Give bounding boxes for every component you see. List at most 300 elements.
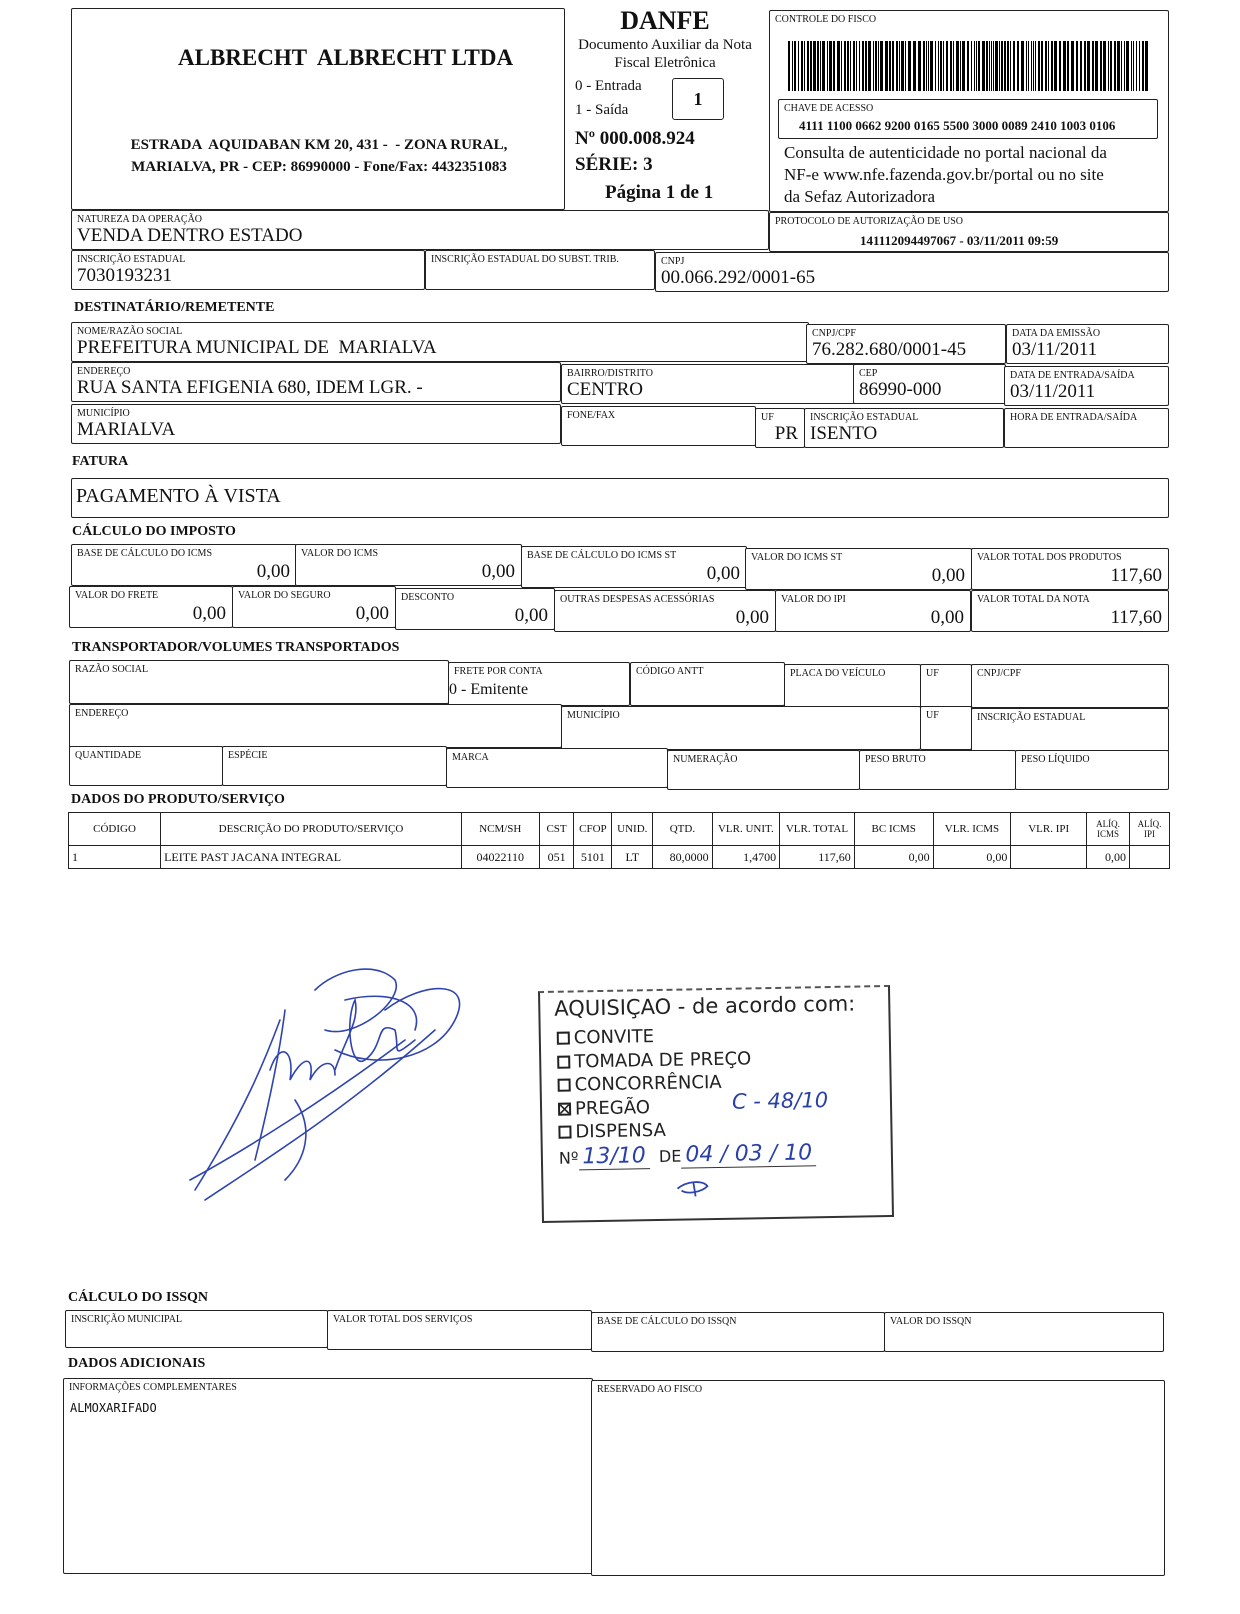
barcode-bar [982, 41, 985, 91]
danfe-saida: 1 - Saída [575, 102, 629, 118]
ie-st-label: INSCRIÇÃO ESTADUAL DO SUBST. TRIB. [431, 254, 619, 265]
barcode-bar [986, 41, 988, 91]
emitter-address-line1: ESTRADA AQUIDABAN KM 20, 431 - - ZONA RURAL, [130, 137, 508, 153]
barcode-bar [801, 41, 803, 91]
cnpj-box [655, 252, 1169, 292]
danfe-title: DANFE [620, 6, 710, 35]
stamp-number-line [559, 1140, 817, 1169]
barcode-bar [1038, 41, 1040, 91]
produtos-header-row [69, 813, 1170, 846]
barcode-bar [1048, 41, 1049, 91]
info-complementares-value: ALMOXARIFADO [70, 1401, 157, 1415]
consulta-line1: Consulta de autenticidade no portal nacional da [784, 143, 1107, 162]
fatura-box [71, 478, 1169, 518]
cnpj-label: CNPJ [661, 256, 685, 267]
ipi-value: 0,00 [930, 607, 964, 628]
barcode-bar [1126, 41, 1129, 91]
barcode-bar [1117, 41, 1120, 91]
barcode-bar [899, 41, 900, 91]
stamp-option-label: CONVITE [573, 1026, 655, 1049]
barcode-bar [878, 41, 879, 91]
barcode-bar [967, 41, 969, 91]
produto-cell [1011, 846, 1087, 869]
barcode-bar [1013, 41, 1015, 91]
desconto-value: 0,00 [514, 605, 548, 626]
barcode-bar [868, 41, 871, 91]
icms-label: VALOR DO ICMS [301, 548, 379, 559]
bc-icms-st-box [521, 546, 747, 588]
stamp-option-label: TOMADA DE PREÇO [574, 1047, 752, 1072]
stamp-option [557, 1070, 751, 1097]
info-complementares-box [63, 1378, 593, 1574]
barcode-bar [792, 41, 793, 91]
transporte-section-title: TRANSPORTADOR/VOLUMES TRANSPORTADOS [72, 640, 400, 655]
adicionais-section-title: DADOS ADICIONAIS [68, 1356, 206, 1371]
dest-cnpj-label: CNPJ/CPF [812, 328, 856, 339]
natureza-value: VENDA DENTRO ESTADO [77, 225, 303, 246]
dest-cnpj-value: 76.282.680/0001-45 [812, 339, 967, 360]
barcode-bar [837, 41, 840, 91]
produtos-header-cell: CST [539, 813, 574, 846]
barcode-bar [962, 41, 965, 91]
barcode-bar [853, 41, 855, 91]
transp-placa-label: PLACA DO VEÍCULO [790, 668, 886, 679]
barcode-bar [991, 41, 992, 91]
transp-municipio-label: MUNICÍPIO [567, 710, 620, 721]
transp-ie-box [971, 708, 1169, 752]
desconto-box [395, 588, 555, 630]
barcode-bar [956, 41, 959, 91]
produto-row [69, 846, 1170, 869]
barcode-bar [1103, 41, 1106, 91]
stamp-data: 04 / 03 / 10 [681, 1140, 816, 1168]
barcode-bar [950, 41, 952, 91]
stamp-annotation: C - 48/10 [731, 1088, 829, 1114]
barcode-bar [1051, 41, 1053, 91]
stamp-option [557, 1047, 751, 1074]
barcode-bar [1035, 41, 1036, 91]
produto-cell: 0,00 [854, 846, 933, 869]
transp-antt-box [630, 662, 785, 706]
ipi-box [775, 590, 971, 632]
barcode-bar [844, 41, 846, 91]
produtos-header-cell: VLR. UNIT. [712, 813, 780, 846]
stamp-option-label: CONCORRÊNCIA [574, 1071, 722, 1096]
barcode-bar [1092, 41, 1094, 91]
danfe-entrada: 0 - Entrada [575, 78, 642, 94]
dest-entrada-box [1004, 366, 1169, 406]
icms-st-box [745, 548, 972, 590]
bc-icms-st-label: BASE DE CÁLCULO DO ICMS ST [527, 550, 677, 561]
produto-cell: 5101 [574, 846, 612, 869]
fatura-value: PAGAMENTO À VISTA [76, 485, 281, 507]
barcode-bar [1133, 41, 1134, 91]
seguro-label: VALOR DO SEGURO [238, 590, 331, 601]
barcode-bar [810, 41, 812, 91]
barcode-bar [1028, 41, 1029, 91]
barcode-bar [995, 41, 998, 91]
checkbox-icon [558, 1079, 571, 1092]
barcode-bar [928, 41, 929, 91]
produto-cell: 051 [539, 846, 574, 869]
stamp-initial-mark [673, 1176, 713, 1201]
emitter-name: ALBRECHT ALBRECHT LTDA [178, 45, 514, 70]
dest-hora-label: HORA DE ENTRADA/SAÍDA [1010, 412, 1138, 423]
barcode-bar [804, 41, 805, 91]
transp-numeracao-label: NUMERAÇÃO [673, 754, 738, 765]
produto-cell: 0,00 [933, 846, 1011, 869]
imposto-section-title: CÁLCULO DO IMPOSTO [72, 524, 236, 539]
barcode-bar [820, 41, 821, 91]
produtos-header-cell: VLR. TOTAL [780, 813, 855, 846]
dest-bairro-value: CENTRO [567, 379, 643, 400]
barcode-bar [1071, 41, 1074, 91]
barcode-bar [1145, 41, 1148, 91]
transp-endereco-label: ENDEREÇO [75, 708, 129, 719]
barcode-bar [1041, 41, 1043, 91]
info-complementares-label: INFORMAÇÕES COMPLEMENTARES [69, 1382, 237, 1393]
transp-especie-label: ESPÉCIE [228, 750, 268, 761]
issqn-section-title: CÁLCULO DO ISSQN [68, 1290, 209, 1305]
barcode-bar [859, 41, 860, 91]
barcode-bar [989, 41, 990, 91]
ipi-label: VALOR DO IPI [781, 594, 846, 605]
barcode-bar [1059, 41, 1061, 91]
barcode-bar [875, 41, 877, 91]
dest-bairro-label: BAIRRO/DISTRITO [567, 368, 653, 379]
frete-value: 0,00 [192, 603, 226, 624]
bc-icms-st-value: 0,00 [706, 563, 740, 584]
barcode [788, 41, 1150, 91]
icms-value: 0,00 [481, 561, 515, 582]
barcode-bar [974, 41, 975, 91]
protocolo-label: PROTOCOLO DE AUTORIZAÇÃO DE USO [775, 216, 963, 227]
barcode-bar [807, 41, 809, 91]
outras-despesas-label: OUTRAS DESPESAS ACESSÓRIAS [560, 594, 715, 605]
produto-cell: LT [612, 846, 653, 869]
barcode-bar [1080, 41, 1082, 91]
barcode-bar [865, 41, 867, 91]
seguro-value: 0,00 [355, 603, 389, 624]
emitter-box [71, 8, 565, 210]
dest-cep-label: CEP [859, 368, 878, 379]
issqn-bc-label: BASE DE CÁLCULO DO ISSQN [597, 1316, 737, 1327]
aquisicao-stamp [538, 985, 894, 1223]
dest-municipio-box [71, 404, 561, 444]
dest-endereco-value: RUA SANTA EFIGENIA 680, IDEM LGR. - [77, 377, 423, 398]
produto-cell: 80,0000 [653, 846, 712, 869]
danfe-tipo-box: 1 [672, 78, 724, 120]
transp-marca-label: MARCA [452, 752, 489, 763]
barcode-bar [833, 41, 835, 91]
transp-razao-label: RAZÃO SOCIAL [75, 664, 149, 675]
total-nota-value: 117,60 [1110, 607, 1162, 628]
total-produtos-box [971, 548, 1169, 590]
transp-uf-box [920, 664, 972, 708]
barcode-bar [999, 41, 1000, 91]
barcode-bar [905, 41, 906, 91]
transp-cnpj-label: CNPJ/CPF [977, 668, 1021, 679]
barcode-bar [978, 41, 980, 91]
dest-emissao-value: 03/11/2011 [1012, 339, 1098, 360]
frete-label: VALOR DO FRETE [75, 590, 159, 601]
protocolo-value: 141112094497067 - 03/11/2011 09:59 [860, 233, 1059, 248]
consulta-line2: NF-e www.nfe.fazenda.gov.br/portal ou no site [784, 165, 1104, 184]
produtos-table [68, 812, 1170, 869]
icms-st-label: VALOR DO ICMS ST [751, 552, 843, 563]
barcode-bar [813, 41, 816, 91]
barcode-bar [1136, 41, 1137, 91]
total-produtos-value: 117,60 [1110, 565, 1162, 586]
barcode-bar [822, 41, 825, 91]
produtos-header-cell: QTD. [653, 813, 712, 846]
dest-bairro-box [561, 364, 856, 404]
fatura-section-title: FATURA [72, 454, 129, 469]
dest-ie-label: INSCRIÇÃO ESTADUAL [810, 412, 919, 423]
transp-endereco-box [69, 704, 562, 748]
danfe-subtitle-1: Documento Auxiliar da Nota [578, 37, 752, 53]
natureza-box [71, 210, 769, 250]
danfe-block [565, 6, 765, 210]
transp-frete-box [448, 662, 630, 706]
dest-entrada-value: 03/11/2011 [1010, 381, 1096, 402]
dest-endereco-label: ENDEREÇO [77, 366, 131, 377]
transp-liquido-box [1015, 750, 1169, 790]
stamp-options [557, 1023, 753, 1144]
produtos-header-cell: NCM/SH [461, 813, 539, 846]
barcode-bar [1045, 41, 1047, 91]
barcode-bar [971, 41, 972, 91]
controle-fisco-label: CONTROLE DO FISCO [775, 14, 877, 25]
transp-especie-box [222, 746, 447, 786]
barcode-bar [976, 41, 977, 91]
icms-st-value: 0,00 [931, 565, 965, 586]
transp-antt-label: CÓDIGO ANTT [636, 666, 704, 677]
transp-razao-box [69, 660, 449, 704]
bc-icms-label: BASE DE CÁLCULO DO ICMS [77, 548, 213, 559]
issqn-valor-box [884, 1312, 1164, 1352]
transp-qtd-label: QUANTIDADE [75, 750, 142, 761]
produtos-header-cell: VLR. IPI [1011, 813, 1087, 846]
barcode-bar [1001, 41, 1003, 91]
stamp-numero: 13/10 [578, 1143, 650, 1170]
produtos-section-title: DADOS DO PRODUTO/SERVIÇO [71, 792, 285, 807]
dest-endereco-box [71, 362, 561, 402]
barcode-bar [943, 41, 944, 91]
seguro-box [232, 586, 396, 628]
destinatario-section-title: DESTINATÁRIO/REMETENTE [74, 300, 275, 315]
barcode-bar [953, 41, 954, 91]
issqn-servicos-label: VALOR TOTAL DOS SERVIÇOS [333, 1314, 473, 1325]
protocolo-box [769, 212, 1169, 252]
dest-nome-label: NOME/RAZÃO SOCIAL [77, 326, 183, 337]
transp-uf2-label: UF [926, 710, 939, 721]
transp-placa-box [784, 664, 921, 708]
barcode-bar [1067, 41, 1069, 91]
produtos-header-cell: BC ICMS [854, 813, 933, 846]
transp-cnpj-box [971, 664, 1169, 708]
produtos-header-cell: ALÍQ. ICMS [1087, 813, 1130, 846]
dest-fone-label: FONE/FAX [567, 410, 616, 421]
barcode-bar [1007, 41, 1009, 91]
outras-despesas-box [554, 590, 776, 632]
barcode-bar [923, 41, 925, 91]
dest-ie-value: ISENTO [810, 423, 878, 444]
barcode-bar [817, 41, 819, 91]
produtos-header-cell: VLR. ICMS [933, 813, 1011, 846]
issqn-bc-box [591, 1312, 885, 1352]
ie-label: INSCRIÇÃO ESTADUAL [77, 254, 186, 265]
barcode-bar [938, 41, 939, 91]
barcode-bar [1010, 41, 1011, 91]
reservado-fisco-label: RESERVADO AO FISCO [597, 1384, 703, 1395]
produtos-header-cell: ALÍQ. IPI [1130, 813, 1170, 846]
barcode-bar [1033, 41, 1034, 91]
stamp-option-label: DISPENSA [575, 1119, 667, 1143]
dest-cep-box [853, 364, 1006, 404]
barcode-bar [1108, 41, 1109, 91]
barcode-bar [946, 41, 948, 91]
barcode-bar [889, 41, 891, 91]
barcode-bar [896, 41, 898, 91]
stamp-option [557, 1023, 751, 1050]
stamp-option-label: PREGÃO [574, 1096, 651, 1119]
barcode-bar [1026, 41, 1027, 91]
barcode-bar [841, 41, 842, 91]
transp-uf-label: UF [926, 668, 939, 679]
dest-fone-box [561, 406, 756, 446]
barcode-bar [940, 41, 942, 91]
produto-cell: 117,60 [780, 846, 855, 869]
transp-frete-label: FRETE POR CONTA [454, 666, 543, 677]
dest-nome-box [71, 322, 809, 362]
transp-marca-box [446, 748, 668, 788]
barcode-bar [935, 41, 936, 91]
barcode-bar [850, 41, 851, 91]
dest-uf-value: PR [774, 423, 798, 444]
icms-box [295, 544, 522, 586]
transp-municipio-box [561, 706, 921, 750]
barcode-bar [1142, 41, 1144, 91]
barcode-bar [901, 41, 904, 91]
barcode-bar [827, 41, 828, 91]
produto-cell: 1 [69, 846, 161, 869]
chave-acesso: 4111 1100 0662 9200 0165 5500 3000 0089 2410 1003 0106 [799, 118, 1116, 133]
barcode-bar [993, 41, 994, 91]
checkbox-icon [558, 1126, 571, 1139]
issqn-servicos-box [327, 1310, 592, 1350]
barcode-bar [913, 41, 916, 91]
dest-uf-box [755, 408, 805, 448]
total-nota-label: VALOR TOTAL DA NOTA [977, 594, 1090, 605]
transp-liquido-label: PESO LÍQUIDO [1021, 754, 1090, 765]
barcode-bar [1021, 41, 1024, 91]
transp-numeracao-box [667, 750, 860, 790]
barcode-bar [1031, 41, 1032, 91]
barcode-bar [1110, 41, 1112, 91]
chave-acesso-label: CHAVE DE ACESSO [784, 103, 874, 114]
barcode-bar [1076, 41, 1078, 91]
danfe-numero: Nº 000.008.924 [575, 128, 695, 149]
bc-icms-box [71, 544, 297, 586]
barcode-bar [1131, 41, 1132, 91]
barcode-bar [829, 41, 832, 91]
produtos-header-cell: CFOP [574, 813, 612, 846]
stamp-numero-label: Nº [558, 1148, 579, 1168]
desconto-label: DESCONTO [401, 592, 455, 603]
barcode-bar [1063, 41, 1066, 91]
dest-emissao-label: DATA DA EMISSÃO [1012, 328, 1101, 339]
barcode-bar [918, 41, 921, 91]
issqn-im-label: INSCRIÇÃO MUNICIPAL [71, 1314, 183, 1325]
ie-value: 7030193231 [77, 265, 172, 286]
dest-emissao-box [1006, 324, 1169, 364]
dest-nome-value: PREFEITURA MUNICIPAL DE MARIALVA [77, 337, 437, 358]
barcode-bar [1139, 41, 1140, 91]
dest-municipio-label: MUNICÍPIO [77, 408, 130, 419]
bc-icms-value: 0,00 [256, 561, 290, 582]
issqn-im-box [65, 1310, 328, 1348]
produto-cell: 04022110 [461, 846, 539, 869]
checkbox-icon [557, 1055, 570, 1068]
checkbox-icon [557, 1032, 570, 1045]
ie-box [71, 250, 425, 290]
transp-bruto-box [859, 750, 1016, 790]
danfe-pagina: Página 1 de 1 [605, 182, 714, 203]
stamp-de-label: DE [658, 1146, 682, 1167]
barcode-bar [856, 41, 857, 91]
barcode-bar [1124, 41, 1125, 91]
frete-box [69, 586, 233, 628]
barcode-bar [885, 41, 888, 91]
barcode-bar [1084, 41, 1086, 91]
barcode-bar [1004, 41, 1006, 91]
barcode-bar [862, 41, 864, 91]
cnpj-value: 00.066.292/0001-65 [661, 267, 816, 288]
transp-bruto-label: PESO BRUTO [865, 754, 926, 765]
dest-municipio-value: MARIALVA [77, 419, 176, 440]
danfe-serie: SÉRIE: 3 [575, 154, 653, 175]
produtos-header-cell: DESCRIÇÃO DO PRODUTO/SERVIÇO [161, 813, 462, 846]
emitter-address-line2: MARIALVA, PR - CEP: 86990000 - Fone/Fax: 4432351083 [131, 159, 507, 175]
barcode-bar [960, 41, 961, 91]
transp-uf2-box [920, 706, 972, 750]
natureza-label: NATUREZA DA OPERAÇÃO [77, 214, 203, 225]
barcode-bar [1054, 41, 1057, 91]
dest-cnpj-box [806, 324, 1006, 364]
produto-cell: 0,00 [1087, 846, 1130, 869]
barcode-bar [1017, 41, 1019, 91]
ie-st-box [425, 250, 655, 290]
produto-cell: 1,4700 [712, 846, 780, 869]
fisco-box [769, 10, 1169, 212]
dest-uf-label: UF [761, 412, 774, 423]
dest-entrada-label: DATA DE ENTRADA/SAÍDA [1010, 370, 1135, 381]
barcode-bar [1087, 41, 1090, 91]
produto-cell: LEITE PAST JACANA INTEGRAL [161, 846, 462, 869]
issqn-valor-label: VALOR DO ISSQN [890, 1316, 972, 1327]
stamp-option [558, 1094, 752, 1121]
danfe-subtitle-2: Fiscal Eletrônica [614, 55, 716, 71]
stamp-title: AQUISIÇAO - de acordo com: [554, 991, 856, 1021]
outras-despesas-value: 0,00 [735, 607, 769, 628]
barcode-bar [926, 41, 927, 91]
consulta-line3: da Sefaz Autorizadora [784, 187, 936, 206]
signature [185, 960, 485, 1210]
dest-ie-box [804, 408, 1004, 448]
barcode-bar [1100, 41, 1102, 91]
barcode-bar [873, 41, 874, 91]
